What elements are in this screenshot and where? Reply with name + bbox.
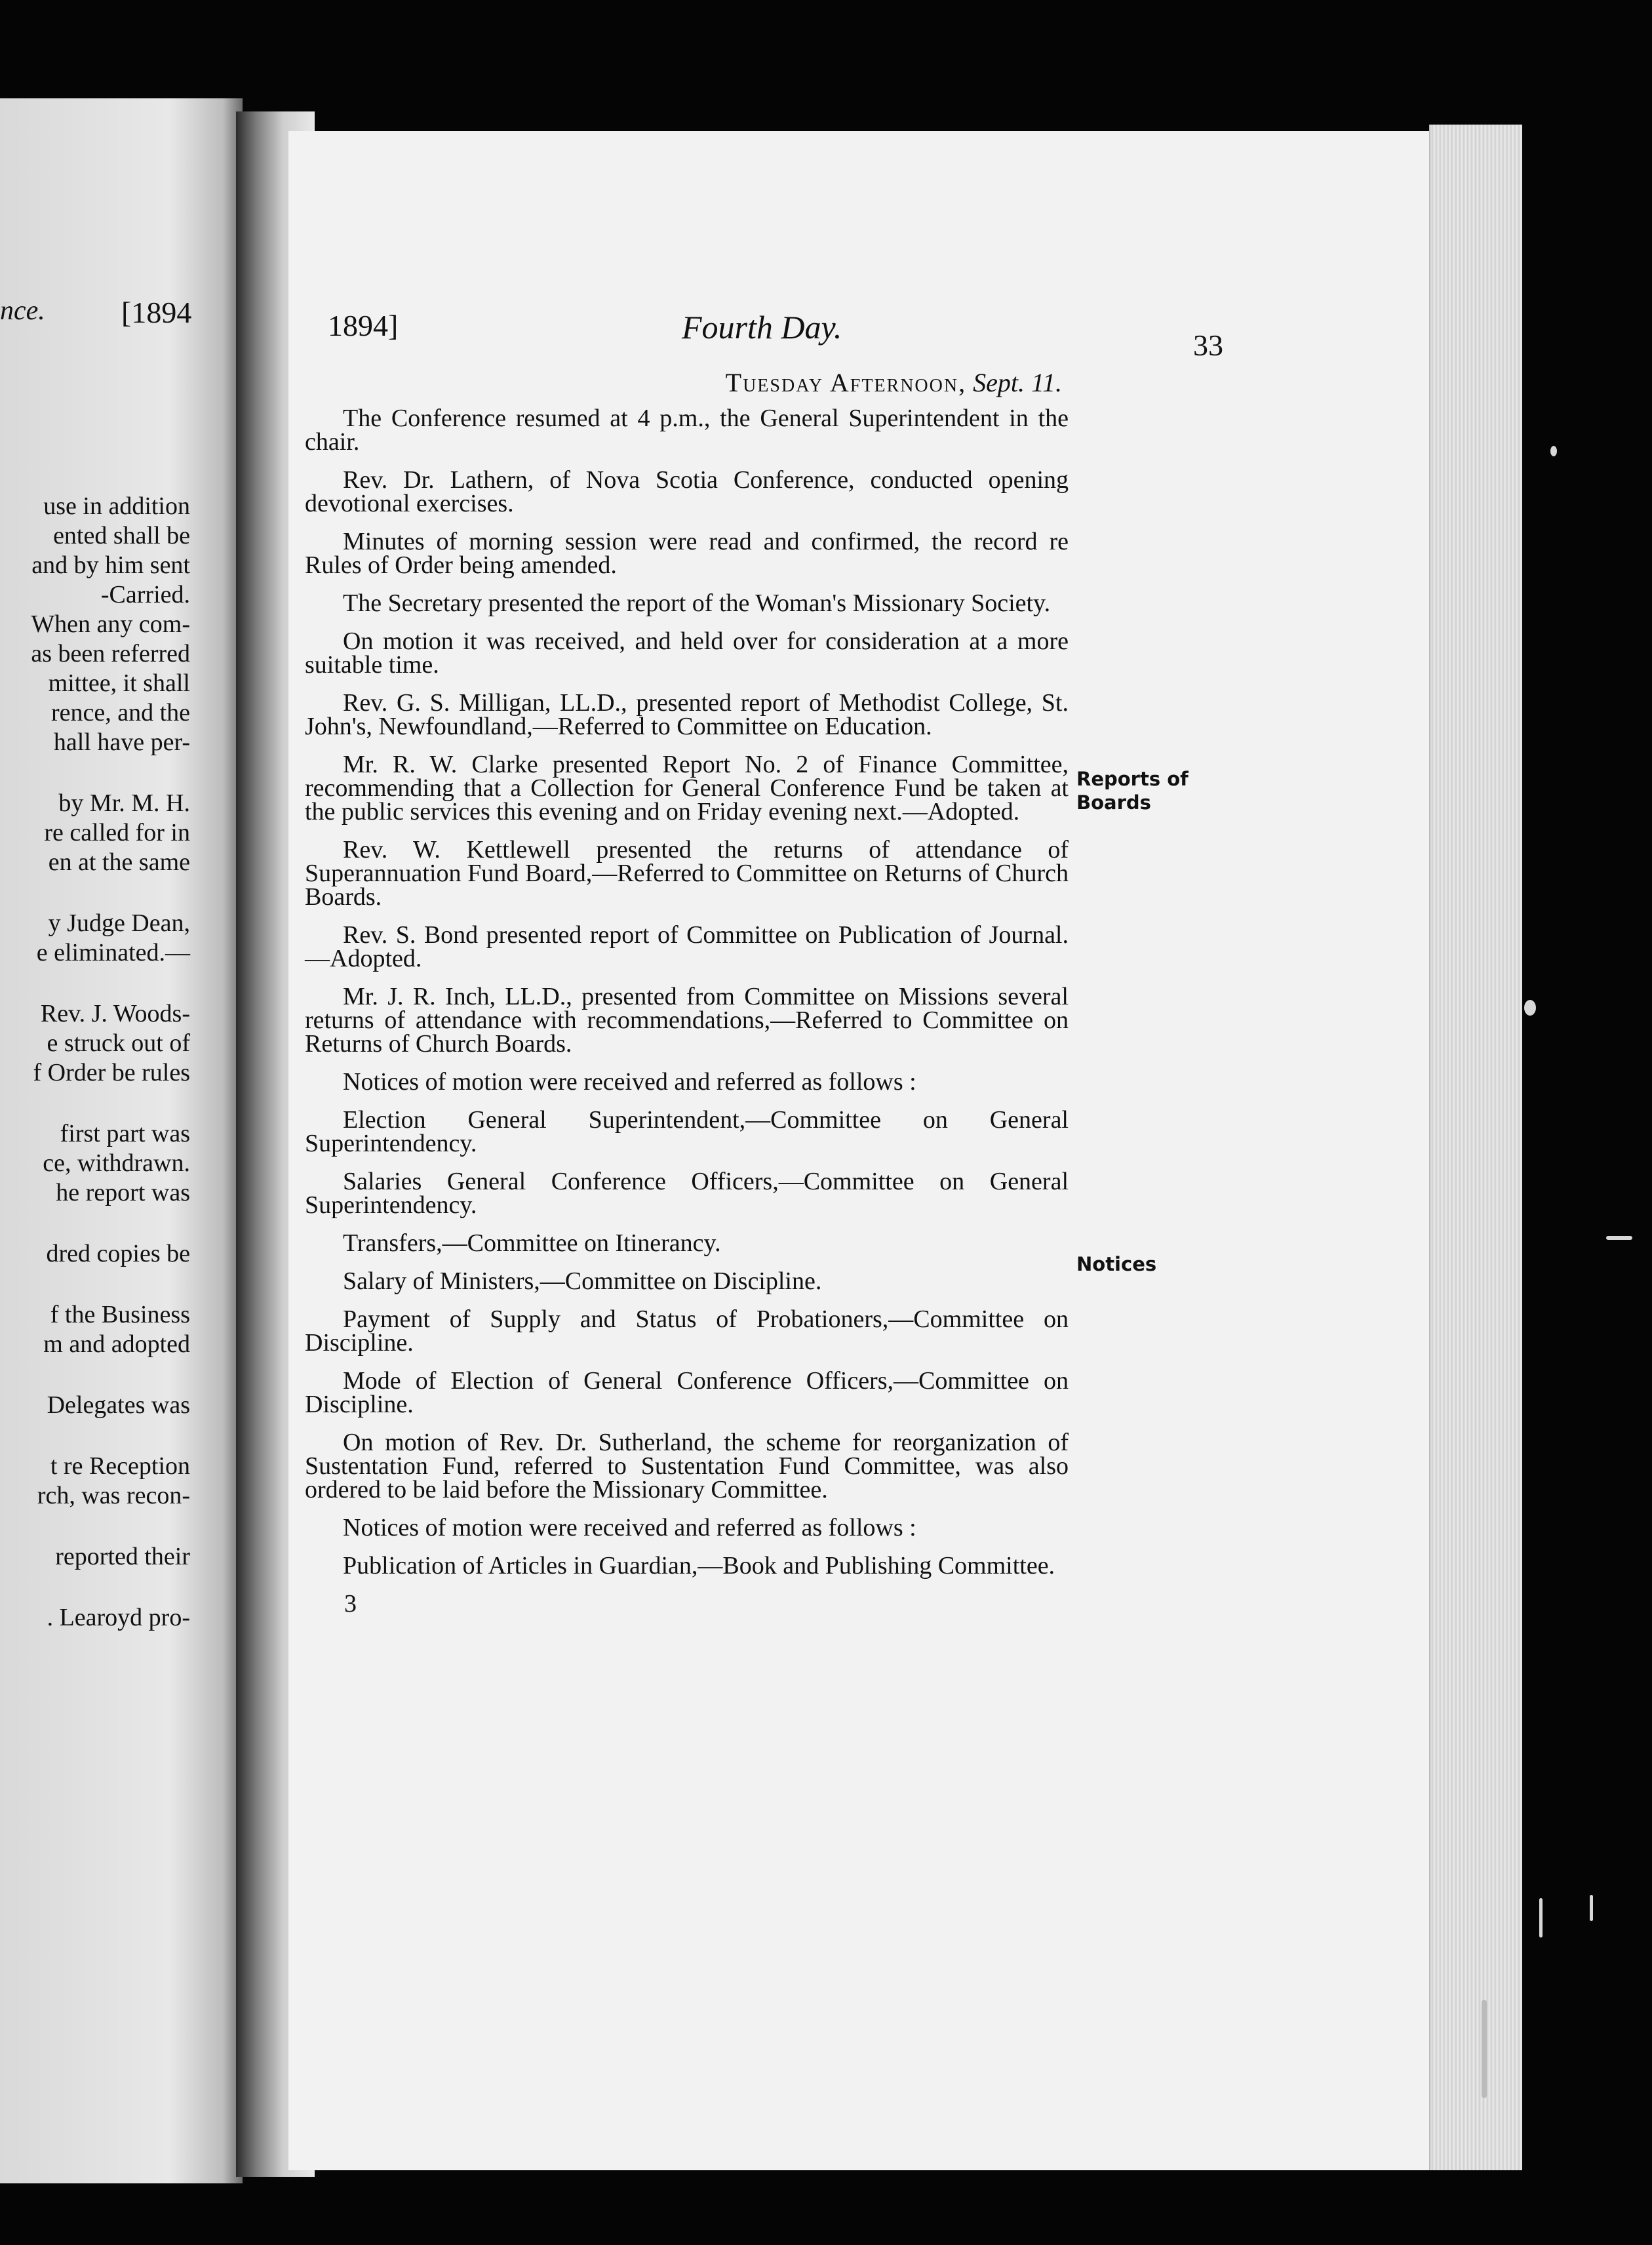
running-head-title: Fourth Day. (682, 309, 842, 346)
left-text-line: use in addition (43, 492, 190, 520)
paragraph: Election General Superintendent,—Committee on General Superintendency. (305, 1106, 1069, 1157)
left-text-line: e struck out of (47, 1029, 190, 1057)
left-text-line: by Mr. M. H. (58, 789, 190, 817)
line-gap (0, 1572, 190, 1603)
film-speck (1606, 1236, 1632, 1240)
paragraph: Payment of Supply and Status of Probationers,—Committee on Discipline. (305, 1305, 1069, 1357)
left-text-line: he report was (56, 1179, 190, 1206)
paragraph: Salary of Ministers,—Committee on Discipline. (343, 1267, 822, 1295)
paragraph: On motion of Rev. Dr. Sutherland, the scheme for reorganization of Sustentation Fund, referred to Sustentation Fund Committee, was also ordered to be laid before the Missionary Committee. (305, 1429, 1069, 1503)
film-speck (1539, 1898, 1543, 1937)
left-text-line: When any com- (31, 610, 190, 638)
margin-note-notices: Notices (1076, 1253, 1157, 1275)
paragraph: Mode of Election of General Conference Officers,—Committee on Discipline. (305, 1367, 1069, 1418)
paragraph: Rev. W. Kettlewell presented the returns of attendance of Superannuation Fund Board,—Referred to Committee on Returns of Church Boards. (305, 836, 1069, 911)
running-head (328, 308, 1246, 361)
line-gap (0, 877, 190, 909)
session-label: Tuesday Afternoon, (725, 368, 967, 397)
paragraph: Notices of motion were received and referred as follows : (343, 1068, 916, 1096)
line-gap (0, 1269, 190, 1300)
line-gap (0, 1208, 190, 1239)
left-running-head (0, 295, 197, 341)
film-speck (1550, 446, 1557, 456)
line-gap (0, 968, 190, 999)
film-speck (1590, 1895, 1593, 1921)
left-text-line: and by him sent (31, 551, 190, 579)
left-text-line: re called for in (44, 819, 190, 846)
line-gap (0, 1420, 190, 1452)
page-edges (1429, 125, 1522, 2170)
film-speck (1482, 2000, 1487, 2098)
left-text-line: dred copies be (46, 1240, 190, 1267)
left-text-line: f the Business (50, 1301, 190, 1328)
left-page-fragment (0, 98, 243, 2183)
film-speck (1524, 1000, 1536, 1016)
signature-mark: 3 (344, 1590, 357, 1618)
left-text-line: y Judge Dean, (48, 909, 190, 937)
left-text-line: as been referred (31, 640, 190, 667)
left-text-line: en at the same (48, 848, 190, 876)
minutes-body (305, 407, 1069, 1616)
margin-note-reports: Reports of Boards (1076, 768, 1189, 814)
paragraph: Transfers,—Committee on Itinerancy. (343, 1229, 721, 1257)
session-heading (656, 367, 1062, 398)
left-text-line: Rev. J. Woods- (40, 1000, 190, 1027)
left-page-text (0, 492, 190, 1633)
page-number: 33 (1193, 328, 1223, 362)
line-gap (0, 757, 190, 789)
paragraph: Rev. G. S. Milligan, LL.D., presented report of Methodist College, St. John's, Newfoundland,—Referred to Committee on Education. (305, 689, 1069, 740)
line-gap (0, 1088, 190, 1119)
left-running-title: nce. (0, 296, 45, 326)
left-text-line: rence, and the (50, 699, 190, 726)
paragraph: Rev. S. Bond presented report of Committee on Publication of Journal.—Adopted. (305, 921, 1069, 972)
left-text-line: t re Reception (50, 1452, 190, 1480)
paragraph: On motion it was received, and held over for consideration at a more suitable time. (305, 627, 1069, 679)
paragraph: Minutes of morning session were read and confirmed, the record re Rules of Order being amended. (305, 528, 1069, 579)
paragraph: Publication of Articles in Guardian,—Book and Publishing Committee. (343, 1552, 1055, 1579)
left-text-line: f Order be rules (33, 1059, 190, 1086)
paragraph: Salaries General Conference Officers,—Committee on General Superintendency. (305, 1168, 1069, 1219)
running-head-year: 1894] (328, 309, 399, 342)
paragraph: Notices of motion were received and referred as follows : (343, 1514, 916, 1541)
session-date: Sept. 11. (973, 368, 1062, 397)
left-text-line: ented shall be (53, 522, 190, 549)
paragraph: Rev. Dr. Lathern, of Nova Scotia Conference, conducted opening devotional exercises. (305, 466, 1069, 517)
paragraph: The Secretary presented the report of the Woman's Missionary Society. (343, 589, 1051, 617)
left-text-line: reported their (55, 1543, 190, 1570)
left-text-line: Delegates was (47, 1391, 190, 1419)
left-text-line: first part was (60, 1120, 190, 1147)
left-text-line: e eliminated.— (36, 939, 190, 966)
paragraph: The Conference resumed at 4 p.m., the General Superintendent in the chair. (305, 405, 1069, 456)
left-text-line: -Carried. (100, 581, 190, 608)
left-text-line: . Learoyd pro- (47, 1604, 190, 1631)
left-text-line: m and adopted (43, 1330, 190, 1358)
line-gap (0, 1511, 190, 1542)
left-text-line: ce, withdrawn. (43, 1149, 190, 1177)
left-text-line: mittee, it shall (48, 669, 190, 697)
line-gap (0, 1359, 190, 1391)
paragraph: Mr. R. W. Clarke presented Report No. 2 of Finance Committee, recommending that a Collection for General Conference Fund be taken at the public services this evening and on Friday evening next.—Adopted. (305, 751, 1069, 825)
left-text-line: rch, was recon- (37, 1482, 190, 1509)
left-year: [1894 (121, 296, 192, 329)
left-text-line: hall have per- (53, 728, 190, 756)
paragraph: Mr. J. R. Inch, LL.D., presented from Committee on Missions several returns of attendance with recommendations,—Referred to Committee on Returns of Church Boards. (305, 983, 1069, 1058)
